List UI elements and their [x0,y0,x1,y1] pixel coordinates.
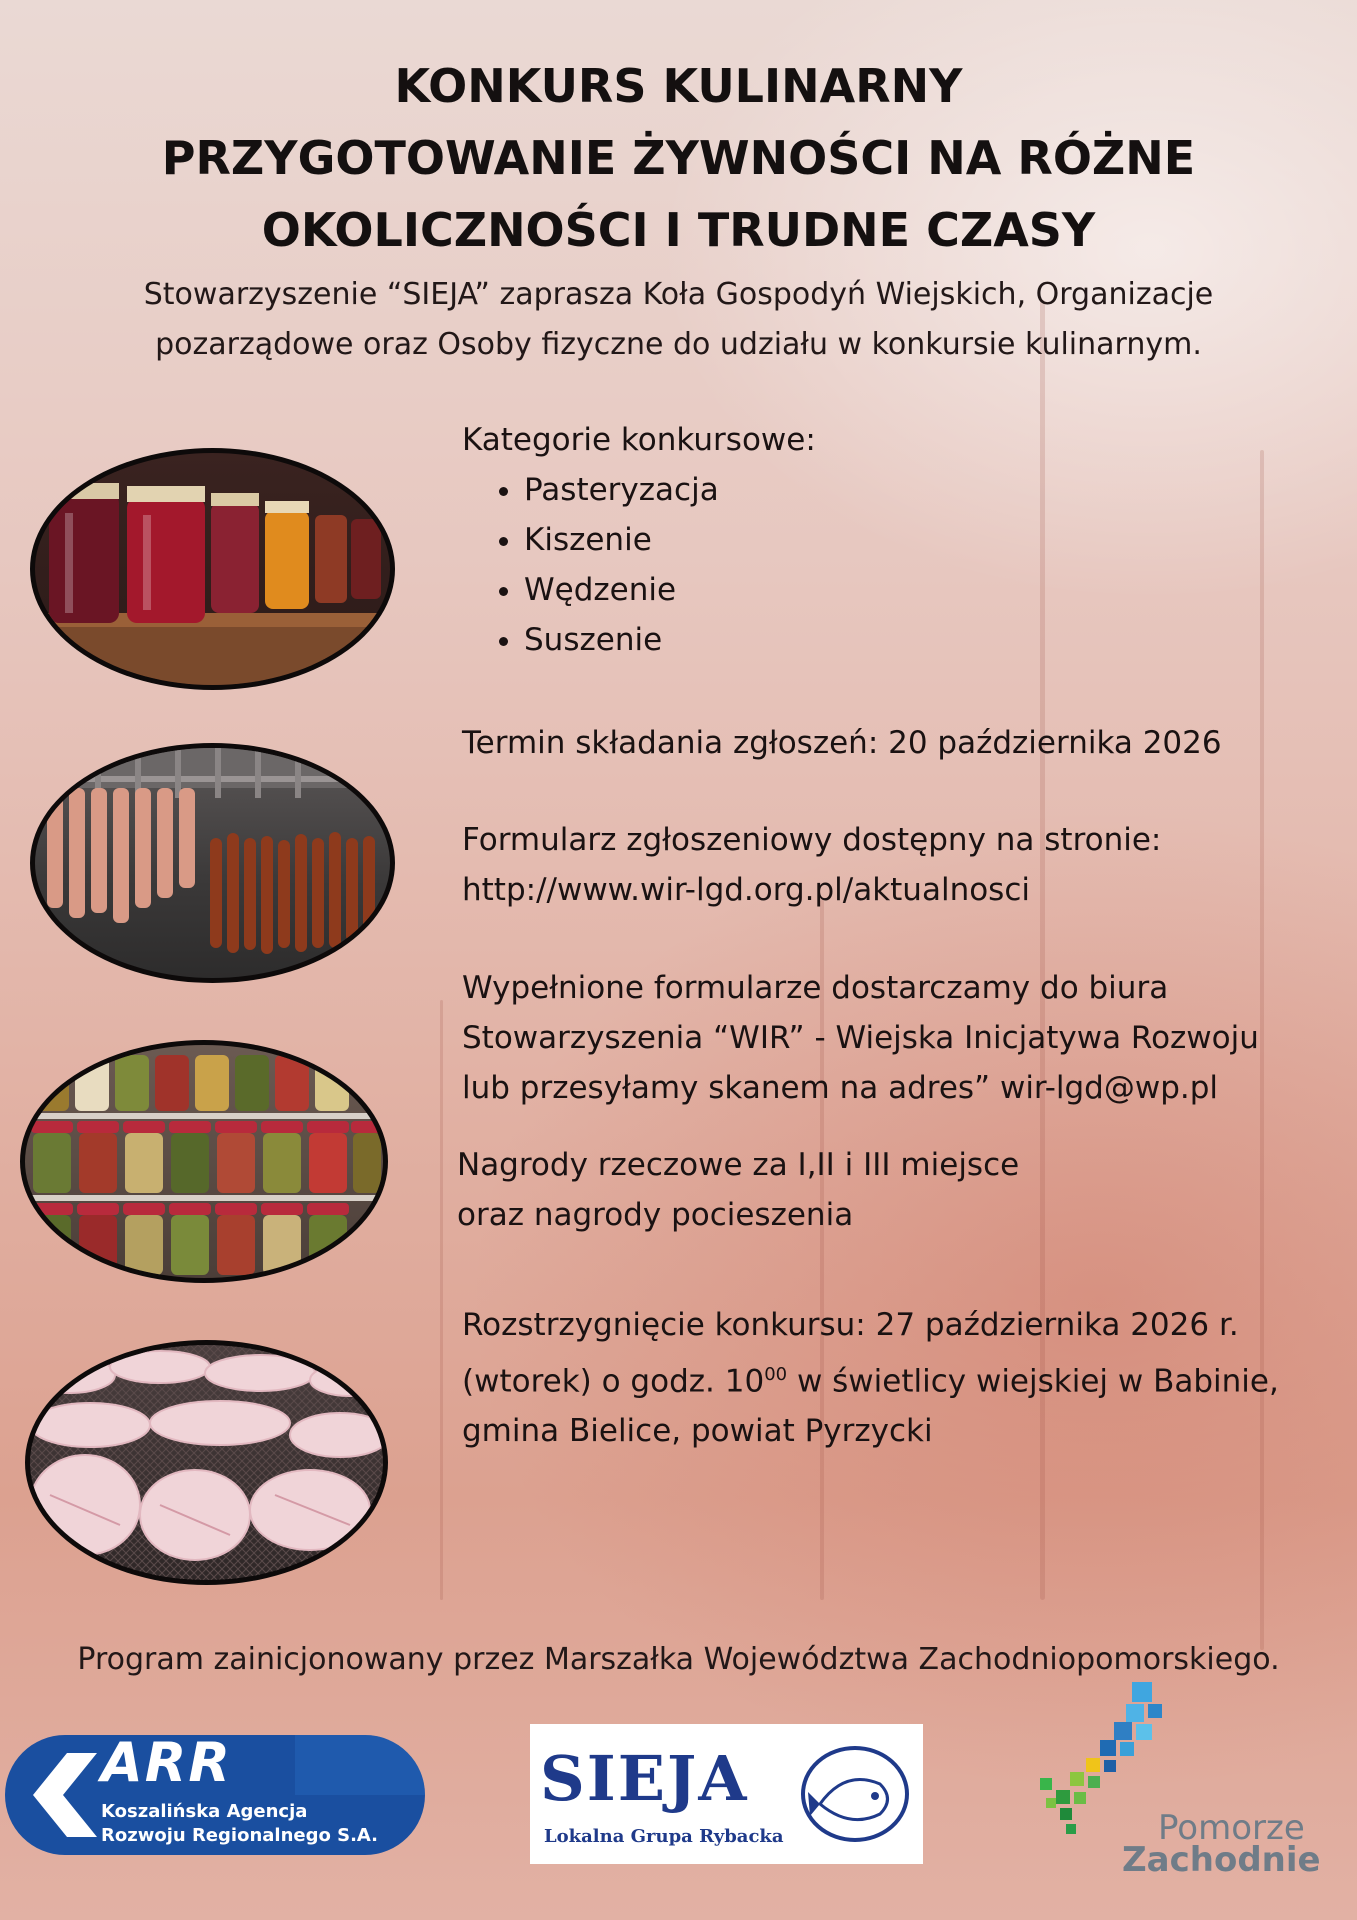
result-time-minutes: 00 [764,1364,788,1385]
result-line-3: gmina Bielice, powiat Pyrzycki [462,1413,933,1450]
categories-heading: Kategorie konkursowe: [462,422,816,458]
smoked-meat-photo [30,743,395,983]
jars-preserves-photo [30,448,395,690]
result-line-2-start: (wtorek) o godz. 10 [462,1363,765,1400]
arr-logo-line-2: Rozwoju Regionalnego S.A. [101,1825,379,1846]
pomorze-zachodnie-logo [1030,1680,1350,1885]
delivery-section [462,963,1259,1113]
result-line-2-end: w świetlicy wiejskiej w Babinie, [787,1363,1279,1400]
deadline-text [462,718,1222,768]
category-item: • Suszenie [524,615,816,665]
arr-logo-name: ARR [101,1731,232,1794]
arr-logo [5,1731,425,1855]
sieja-logo-subtitle: Lokalna Grupa Rybacka [544,1826,784,1847]
sieja-logo [530,1724,923,1864]
prizes-section [457,1140,1019,1240]
intro-line-2: pozarządowe oraz Osoby fizyczne do udziału w konkursie kulinarnym. [155,327,1202,362]
prizes-line-2: oraz nagrody pocieszenia [457,1197,854,1233]
result-line-2 [462,1350,1279,1406]
form-line: Formularz zgłoszeniowy dostępny na stronie: [462,822,1162,858]
fish-icon [800,1744,910,1844]
delivery-line-3: lub przesyłamy skanem na adres” wir-lgd@wp.pl [462,1070,1219,1106]
form-url-link[interactable]: http://www.wir-lgd.org.pl/aktualnosci [462,872,1030,908]
intro-line-1: Stowarzyszenie “SIEJA” zaprasza Koła Gospodyń Wiejskich, Organizacje [143,277,1214,312]
categories-section [462,415,816,665]
page-title [0,50,1357,266]
title-line-3: OKOLICZNOŚCI I TRUDNE CZASY [261,203,1096,257]
title-line-1: KONKURS KULINARNY [394,59,963,113]
deadline-line: Termin składania zgłoszeń: 20 października 2026 [462,725,1222,761]
sieja-logo-name: SIEJA [540,1742,749,1815]
title-line-2: PRZYGOTOWANIE ŻYWNOŚCI NA RÓŻNE [161,131,1196,185]
category-item: • Wędzenie [524,565,816,615]
form-section [462,815,1161,915]
pomorze-logo-word-1: Pomorze [1158,1808,1305,1848]
delivery-line-2: Stowarzyszenia “WIR” - Wiejska Inicjatywa Rozwoju [462,1020,1259,1056]
category-item: • Kiszenie [524,515,816,565]
category-item: • Pasteryzacja [524,465,816,515]
drying-fish-photo [25,1340,388,1585]
result-section [462,1300,1279,1456]
pomorze-logo-word-2: Zachodnie [1122,1840,1321,1880]
delivery-line-1: Wypełnione formularze dostarczamy do biura [462,970,1169,1006]
intro-text [40,270,1317,370]
pickled-jars-photo [20,1040,388,1283]
categories-list [462,465,816,665]
footer-text: Program zainicjonowany przez Marszałka Województwa Zachodniopomorskiego. [77,1642,1280,1677]
prizes-line-1: Nagrody rzeczowe za I,II i III miejsce [457,1147,1020,1183]
result-line-1: Rozstrzygnięcie konkursu: 27 października 2026 r. [462,1307,1239,1343]
arr-logo-line-1: Koszalińska Agencja [101,1801,308,1822]
